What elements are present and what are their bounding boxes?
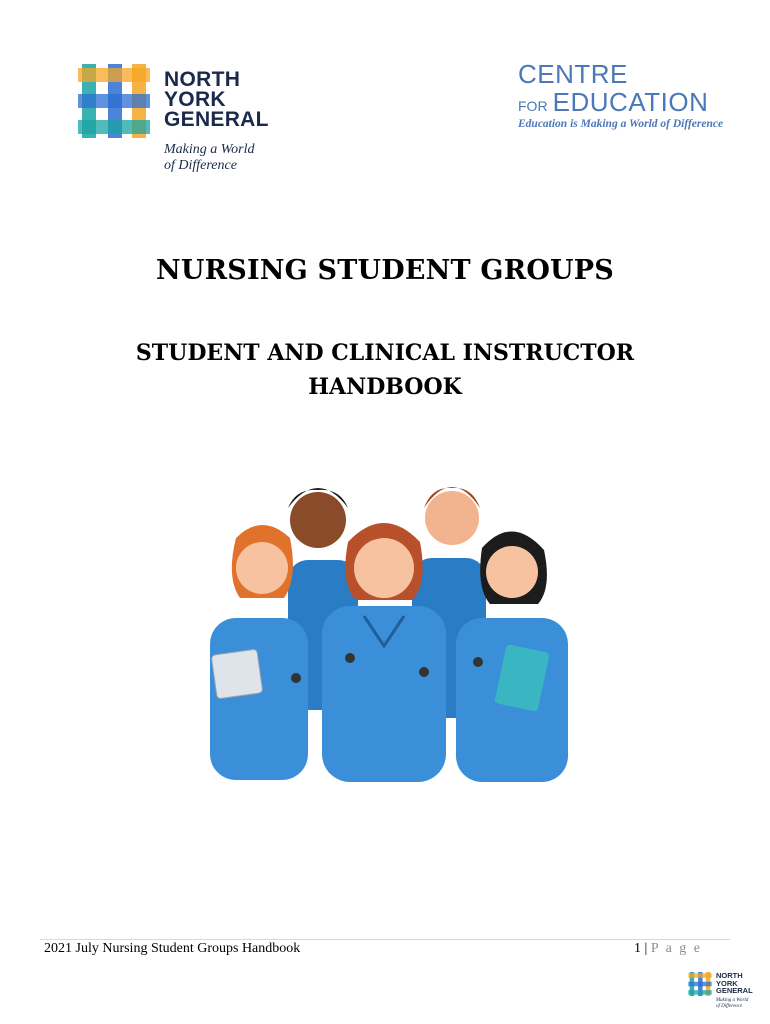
cfe-logo-tagline: Education is Making a World of Difference — [518, 118, 724, 130]
north-york-general-logo — [78, 64, 278, 176]
page-separator: | — [644, 941, 648, 956]
cfe-logo-education: EDUCATION — [552, 87, 709, 117]
nyg-grid-icon — [688, 972, 712, 996]
document-subtitle: HANDBOOK — [308, 374, 462, 400]
document-title: NURSING STUDENT GROUPS — [156, 255, 614, 286]
page-number: 1 — [634, 941, 641, 956]
footer-nyg-logo — [688, 970, 758, 1016]
nyg-logo-tagline: Making a World — [164, 142, 255, 157]
page-word: P a g e — [650, 941, 703, 956]
cfe-logo-line1: CENTRE — [518, 59, 628, 89]
nurse-figure — [210, 525, 308, 780]
small-logo-line: GENERAL — [716, 986, 753, 995]
nyg-logo-line: YORK — [164, 88, 226, 111]
nyg-logo-line: GENERAL — [164, 108, 269, 131]
small-logo-tagline: of Difference — [716, 1003, 743, 1009]
footer-document-name: 2021 July Nursing Student Groups Handbook — [44, 941, 301, 956]
small-logo-line: NORTH — [716, 971, 743, 980]
cfe-logo-for: FOR — [518, 98, 548, 114]
nyg-logo-line: NORTH — [164, 68, 241, 91]
nyg-grid-icon — [78, 64, 150, 138]
document-subtitle: STUDENT AND CLINICAL INSTRUCTOR — [135, 340, 635, 366]
nyg-logo-tagline: of Difference — [164, 158, 237, 173]
footer-divider — [40, 939, 730, 940]
small-logo-tagline: Making a World — [716, 997, 749, 1003]
centre-for-education-logo — [518, 60, 738, 140]
footer-page-number — [634, 941, 702, 957]
nurses-group-illustration — [200, 468, 572, 782]
small-logo-line: YORK — [716, 978, 738, 988]
